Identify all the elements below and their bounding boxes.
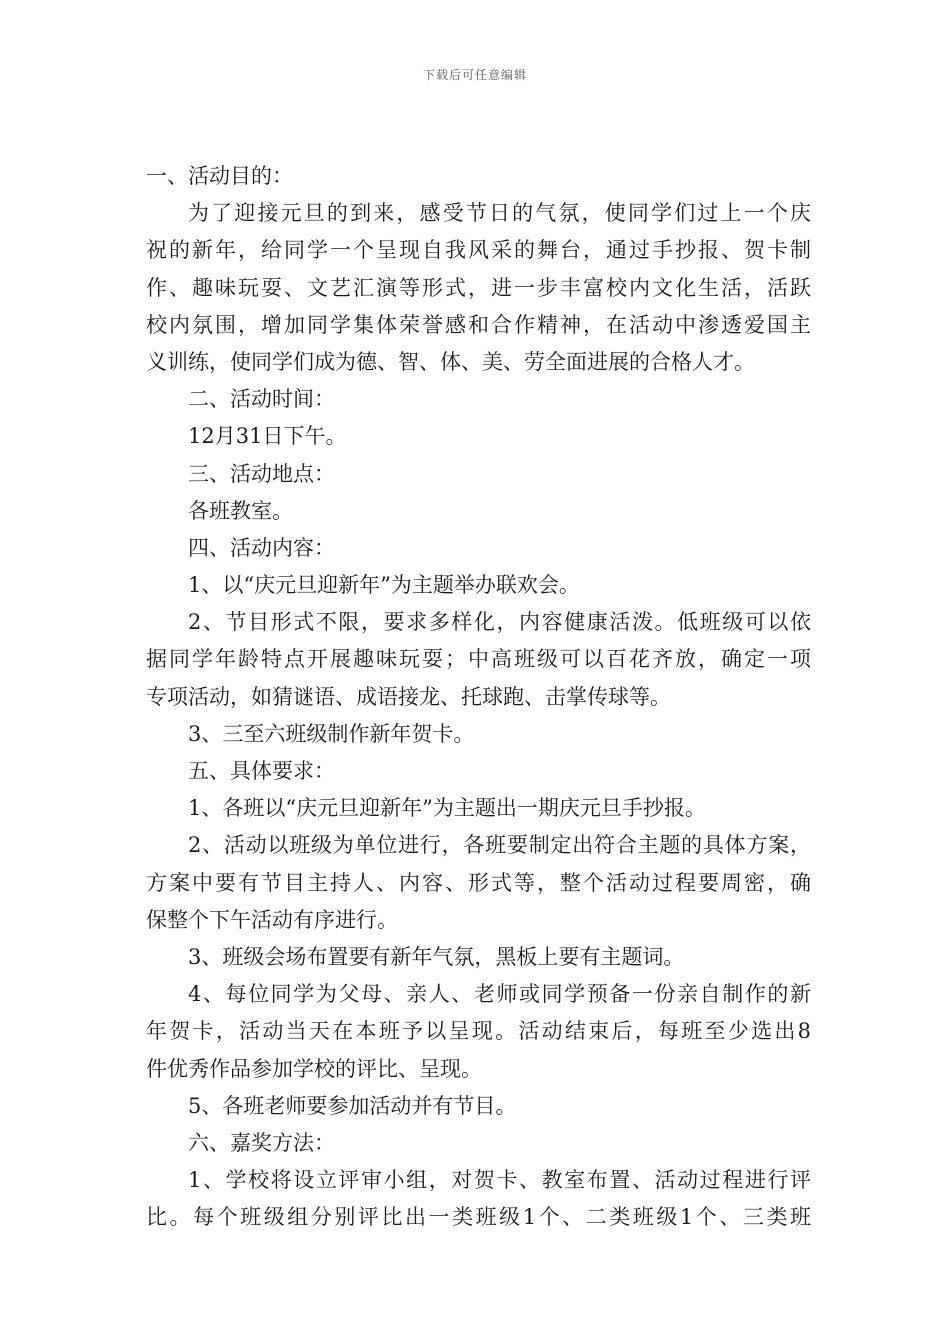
page-header: 下载后可任意编辑 xyxy=(422,68,527,82)
paragraph-line: 2、活动以班级为单位进行，各班要制定出符合主题的具体方案， xyxy=(188,833,811,858)
paragraph-line: 义训练，使同学们成为德、智、体、美、劳全面进展的合格人才。 xyxy=(146,349,755,374)
paragraph-line: 四、活动内容： xyxy=(188,535,335,560)
paragraph-line: 一、活动目的： xyxy=(146,164,293,188)
paragraph-line: 为了迎接元旦的到来，感受节日的气氛，使同学们过上一个庆 xyxy=(188,201,811,226)
paragraph-line: 3、三至六班级制作新年贺卡。 xyxy=(188,721,475,746)
paragraph-line: 3、班级会场布置要有新年气氛，黑板上要有主题词。 xyxy=(188,944,685,969)
paragraph-line: 4、每位同学为父母、亲人、老师或同学预备一份亲自制作的新 xyxy=(188,982,811,1007)
paragraph-line: 校内氛围，增加同学集体荣誉感和合作精神，在活动中渗透爱国主 xyxy=(146,312,811,337)
paragraph-line: 五、具体要求： xyxy=(188,759,335,783)
paragraph-line: 六、嘉奖方法： xyxy=(188,1130,335,1155)
paragraph-line: 祝的新年，给同学一个呈现自我风采的舞台，通过手抄报、贺卡制 xyxy=(146,238,811,263)
paragraph-line: 方案中要有节目主持人、内容、形式等，整个活动过程要周密，确 xyxy=(146,870,811,895)
paragraph-line: 保整个下午活动有序进行。 xyxy=(146,907,398,932)
paragraph-line: 三、活动地点： xyxy=(188,461,335,486)
paragraph-line: 件优秀作品参加学校的评比、呈现。 xyxy=(146,1056,482,1081)
paragraph-line: 专项活动，如猜谜语、成语接龙、托球跑、击掌传球等。 xyxy=(146,684,671,709)
document-body xyxy=(146,158,811,1236)
paragraph-line: 1、以“庆元旦迎新年”为主题举办联欢会。 xyxy=(188,573,580,598)
paragraph-line: 年贺卡，活动当天在本班予以呈现。活动结束后，每班至少选出8 xyxy=(146,1019,811,1044)
paragraph-line: 比。每个班级组分别评比出一类班级1个、二类班级1个、三类班 xyxy=(146,1205,811,1230)
paragraph-line: 12月31日下午。 xyxy=(188,424,347,449)
paragraph-line: 据同学年龄特点开展趣味玩耍；中高班级可以百花齐放，确定一项 xyxy=(146,647,811,672)
paragraph-line: 作、趣味玩耍、文艺汇演等形式，进一步丰富校内文化生活，活跃 xyxy=(146,275,811,300)
paragraph-line: 1、学校将设立评审小组，对贺卡、教室布置、活动过程进行评 xyxy=(188,1168,811,1193)
paragraph-line: 5、各班老师要参加活动并有节目。 xyxy=(188,1093,517,1118)
paragraph-line: 二、活动时间： xyxy=(188,387,335,412)
paragraph-line: 2、节目形式不限，要求多样化，内容健康活泼。低班级可以依 xyxy=(188,610,811,635)
paragraph-line: 各班教室。 xyxy=(188,498,293,523)
paragraph-line: 1、各班以“庆元旦迎新年”为主题出一期庆元旦手抄报。 xyxy=(188,796,706,821)
